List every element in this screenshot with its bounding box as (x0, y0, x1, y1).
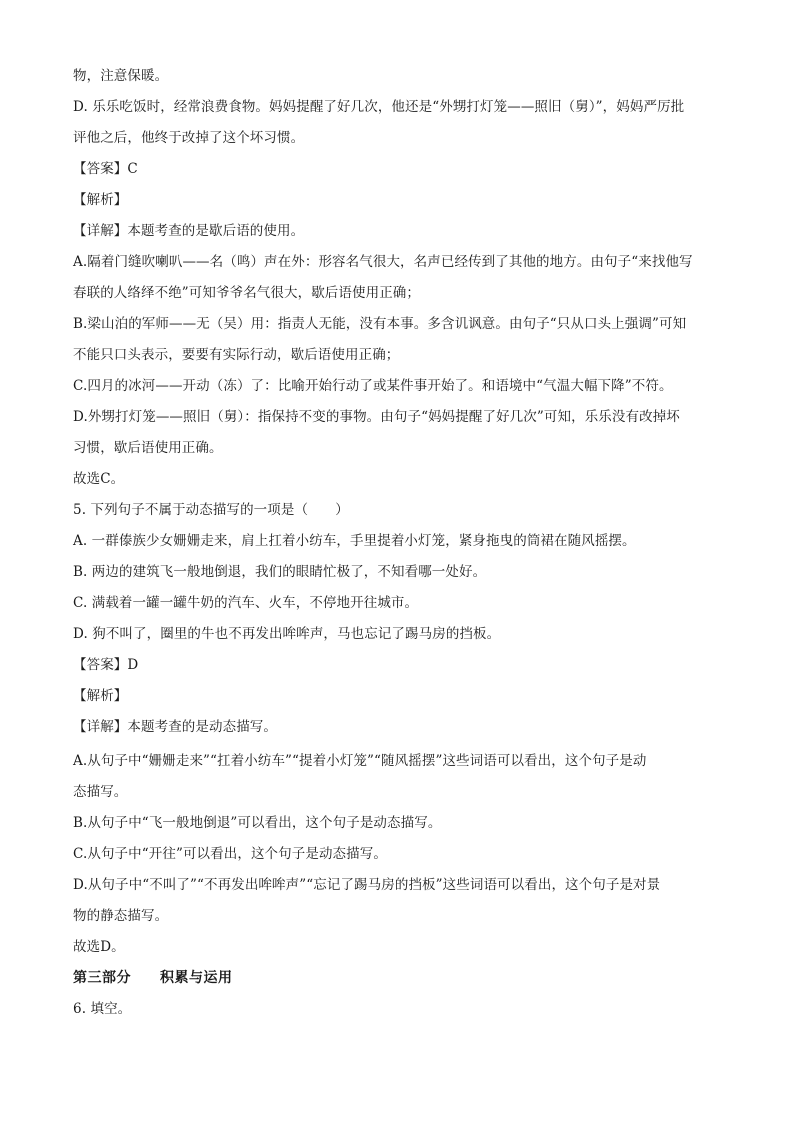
explanation-d: D.从句子中“不叫了”“不再发出哞哞声”“忘记了踢马房的挡板”这些词语可以看出，这个句子是对景 (73, 877, 661, 893)
choice-conclusion: 故选C。 (73, 471, 125, 487)
question-5-option-b: B. 两边的建筑飞一般地倒退，我们的眼睛忙极了，不知看哪一处好。 (73, 564, 487, 580)
question-5-option-a: A. 一群傣族少女姗姗走来，肩上扛着小纺车，手里提着小灯笼，紧身拖曳的筒裙在随风摇摆。 (73, 533, 636, 549)
answer-label: 【答案】C (73, 161, 138, 177)
explanation-c: C.从句子中“开往”可以看出，这个句子是动态描写。 (73, 846, 387, 862)
explanation-d: D.外甥打灯笼——照旧（舅）：指保持不变的事物。由句子“妈妈提醒了好几次”可知，乐乐没有改掉坏 (73, 409, 680, 425)
analysis-label: 【解析】 (73, 688, 128, 704)
section-heading: 第三部分 积累与运用 (73, 970, 233, 986)
explanation-c: C.四月的冰河——开动（冻）了：比喻开始行动了或某件事开始了。和语境中“气温大幅下降”不符。 (73, 378, 673, 394)
text-line: 物的静态描写。 (73, 908, 169, 924)
text-line: 春联的人络绎不绝”可知爷爷名气很大，歇后语使用正确； (73, 285, 421, 301)
explanation-a: A.隔着门缝吹喇叭——名（鸣）声在外：形容名气很大，名声已经传到了其他的地方。由句子“来找他写 (73, 254, 693, 270)
question-5-option-c: C. 满载着一罐一罐牛奶的汽车、火车，不停地开往城市。 (73, 595, 419, 611)
explanation-a: A.从句子中“姗姗走来”“扛着小纺车”“提着小灯笼”“随风摇摆”这些词语可以看出，这个句子是动 (73, 753, 647, 769)
text-line: 不能只口头表示，要要有实际行动，歇后语使用正确； (73, 347, 400, 363)
explanation-b: B.梁山泊的军师——无（吴）用：指责人无能，没有本事。多含讥讽意。由句子“只从口头上强调”可知 (73, 316, 687, 332)
choice-conclusion: 故选D。 (73, 939, 125, 955)
text-line: 物，注意保暖。 (73, 68, 169, 84)
text-line: 习惯，歇后语使用正确。 (73, 440, 223, 456)
text-line: 态描写。 (73, 784, 128, 800)
explanation-b: B.从句子中“飞一般地倒退”可以看出，这个句子是动态描写。 (73, 815, 442, 831)
question-6-stem: 6. 填空。 (73, 1001, 132, 1017)
answer-label: 【答案】D (73, 657, 139, 673)
question-5-option-d: D. 狗不叫了，圈里的牛也不再发出哞哞声，马也忘记了踢马房的挡板。 (73, 626, 501, 642)
analysis-label: 【解析】 (73, 192, 128, 208)
detail-text: 【详解】本题考查的是动态描写。 (73, 719, 277, 735)
option-d-text: D. 乐乐吃饭时，经常浪费食物。妈妈提醒了好几次，他还是“外甥打灯笼——照旧（舅）”，妈妈严厉批 (73, 99, 685, 115)
text-line: 评他之后，他终于改掉了这个坏习惯。 (73, 130, 305, 146)
question-5-stem: 5. 下列句子不属于动态描写的一项是（ ） (73, 502, 349, 518)
detail-text: 【详解】本题考查的是歇后语的使用。 (73, 223, 305, 239)
